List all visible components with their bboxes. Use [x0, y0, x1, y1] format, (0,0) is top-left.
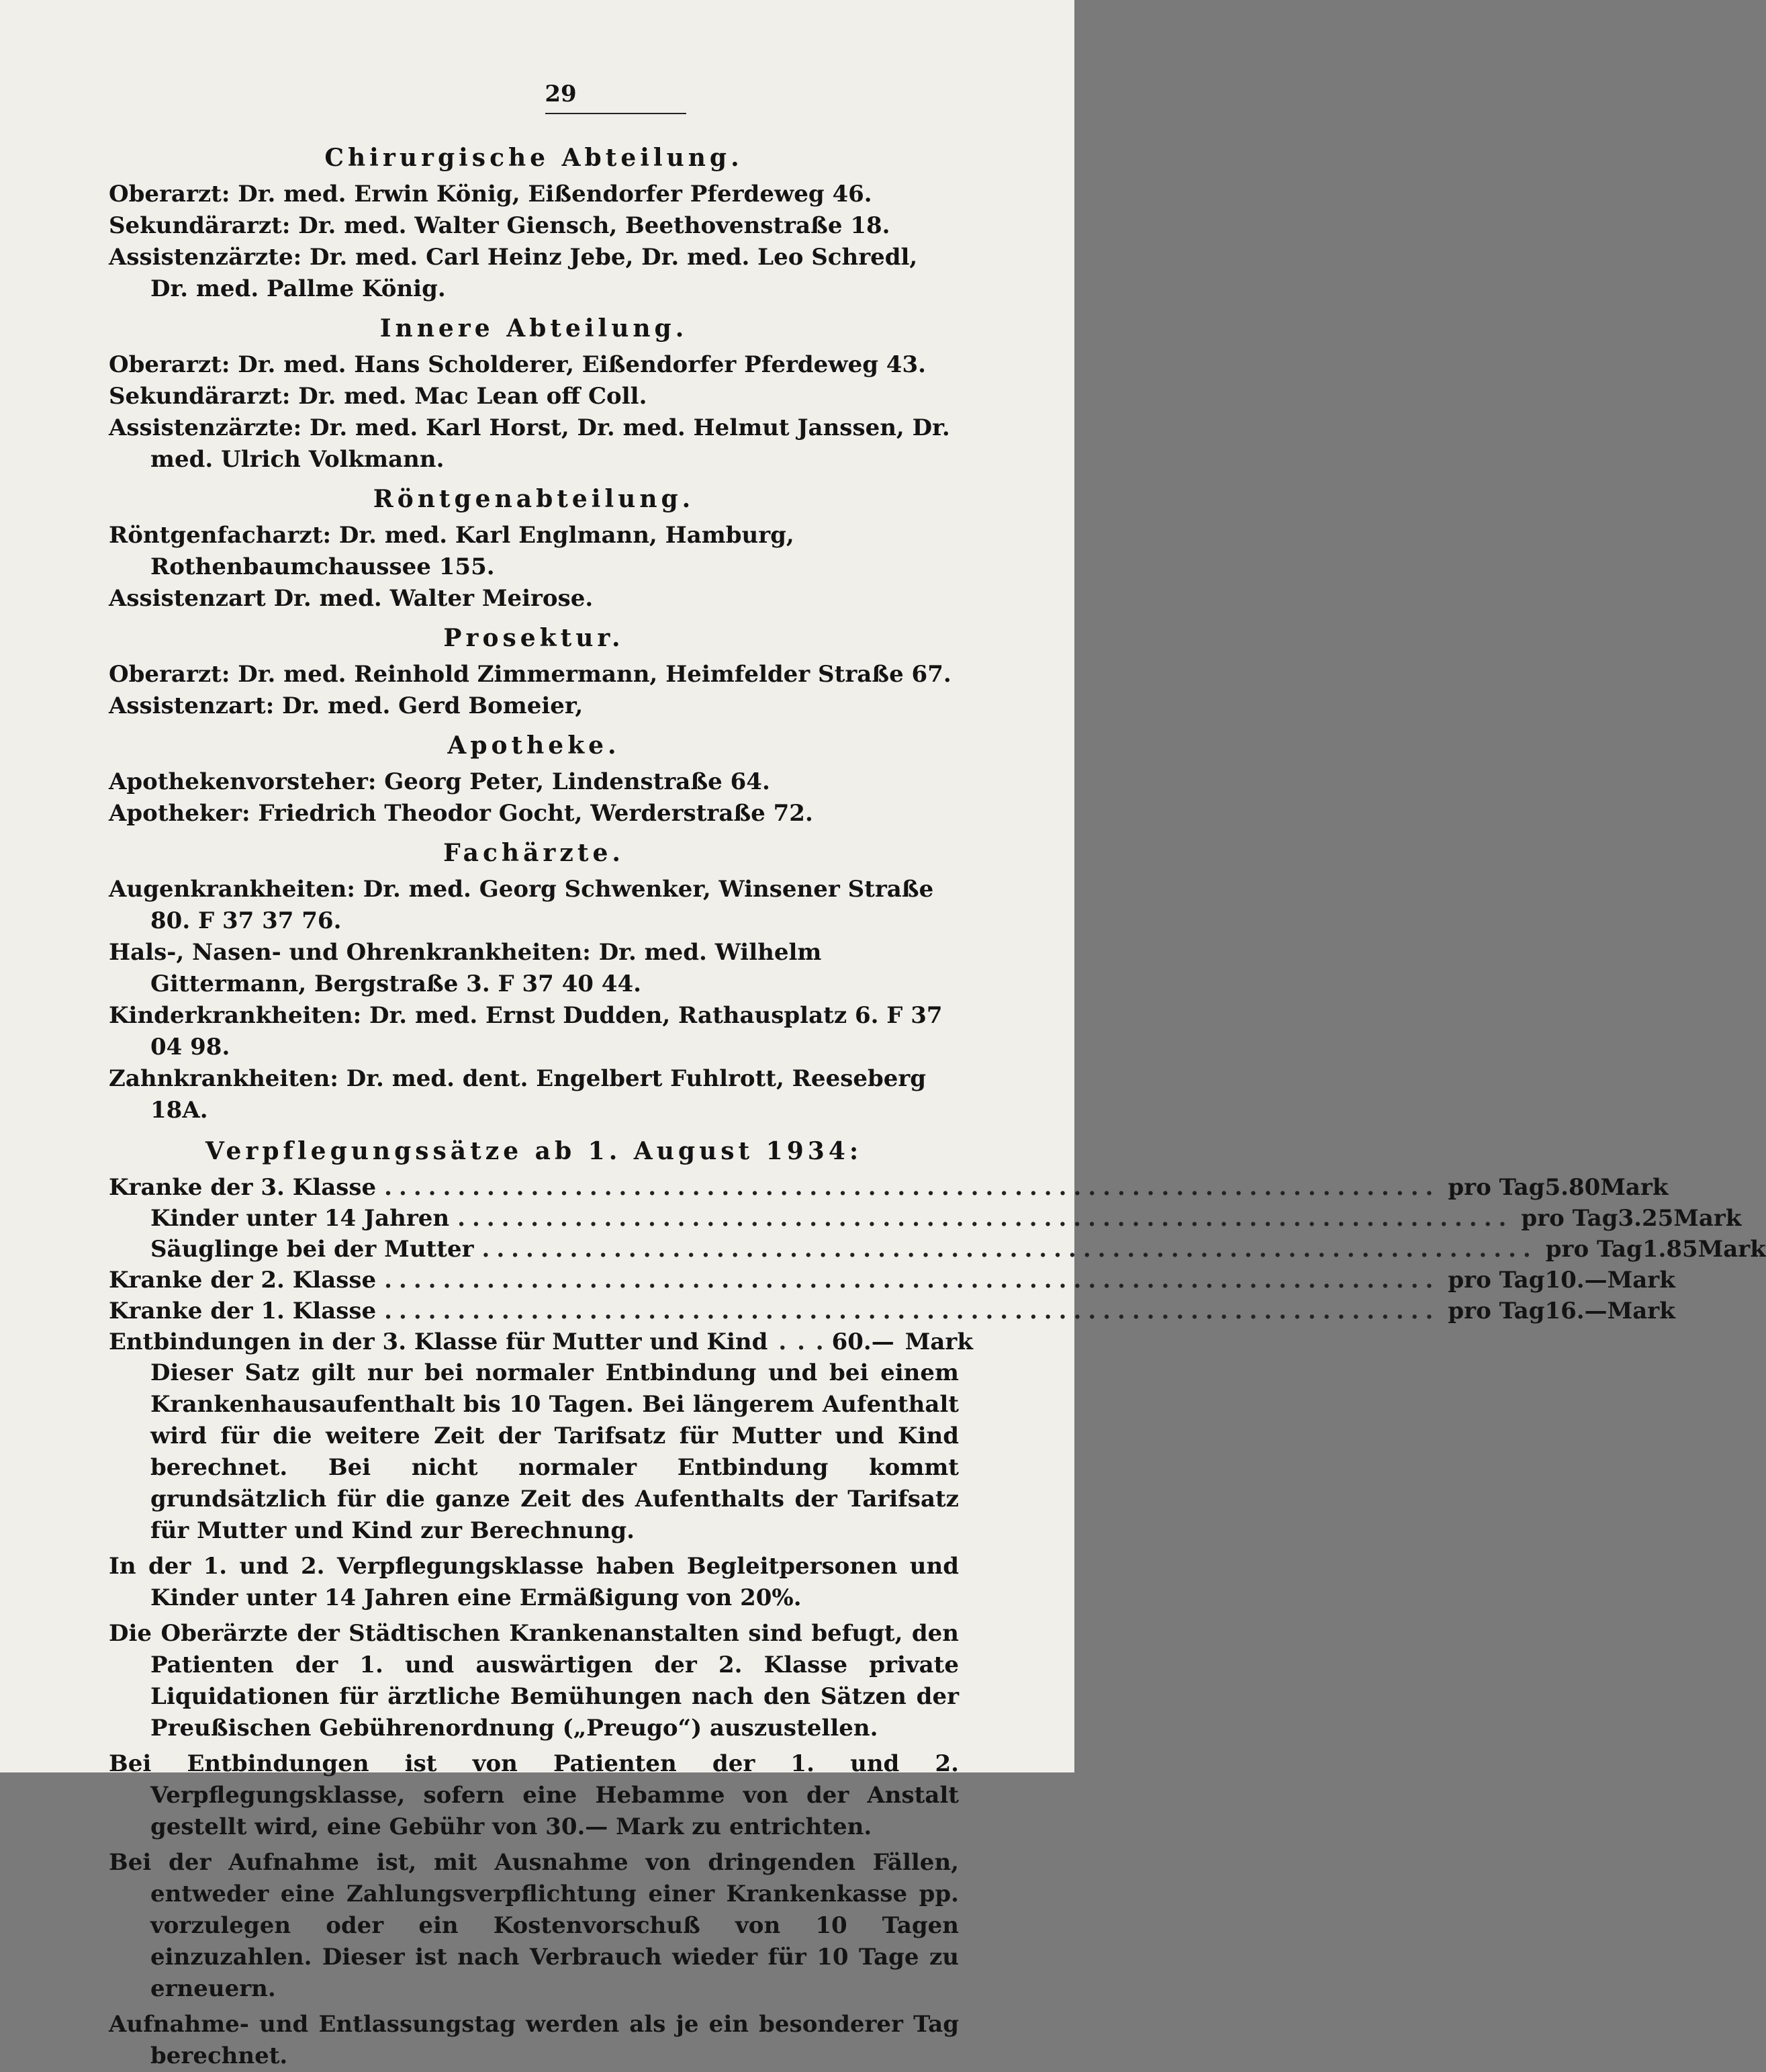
- tariff-label: Kranke der 3. Klasse: [109, 1174, 377, 1201]
- tariff-row: [109, 1265, 1675, 1296]
- tariff-price: 16.—: [1544, 1298, 1608, 1324]
- tariff-currency: Mark: [1698, 1236, 1766, 1263]
- staff-entry: Assistenzart: Dr. med. Gerd Bomeier,: [109, 692, 584, 719]
- staff-entry: Röntgenfacharzt: Dr. med. Karl Englmann, Hamburg, Rothenbaumchaussee 155.: [109, 522, 794, 580]
- page-number-rule: [545, 113, 686, 114]
- staff-entry: Zahnkrankheiten: Dr. med. dent. Engelbert Fuhlrott, Reeseberg 18A.: [109, 1065, 927, 1124]
- section-roentgen: [109, 485, 959, 615]
- leader-dots: ........................................................................: [457, 1205, 1514, 1232]
- tariff-price: 1.85: [1642, 1236, 1698, 1263]
- tariff-unit: pro Tag: [1448, 1298, 1545, 1324]
- page-number: 29: [545, 81, 577, 107]
- notes-section: [109, 1551, 959, 2072]
- tariff-label: Säuglinge bei der Mutter: [150, 1236, 474, 1263]
- note-paragraph: In der 1. und 2. Verpflegungsklasse haben Begleitpersonen und Kinder unter 14 Jahren eine Ermäßigung von 20%.: [109, 1553, 959, 1611]
- section-heading: Apotheke.: [447, 731, 620, 760]
- tariff-label: Kranke der 2. Klasse: [109, 1267, 377, 1294]
- section-heading: Fachärzte.: [443, 839, 624, 867]
- tariff-label: Kinder unter 14 Jahren: [150, 1205, 450, 1232]
- tariff-currency: Mark: [1600, 1174, 1669, 1201]
- tariff-section: [109, 1137, 1766, 1547]
- tariff-currency: Mark: [904, 1328, 973, 1355]
- section-innere: [109, 314, 959, 476]
- tariff-label: Entbindungen in der 3. Klasse für Mutter und Kind: [109, 1328, 768, 1355]
- note-paragraph: Bei Entbindungen ist von Patienten der 1. und 2. Verpflegungsklasse, sofern eine Hebamme von der Anstalt gestellt wird, eine Gebühr von 30.— Mark zu entrichten.: [109, 1750, 959, 1840]
- leader-dots: ........................................................................: [384, 1267, 1440, 1294]
- tariff-row: [109, 1234, 1766, 1265]
- section-heading: Prosektur.: [443, 624, 624, 652]
- section-apotheke: [109, 731, 959, 829]
- section-chirurgie: [109, 144, 959, 305]
- note-paragraph: Bei der Aufnahme ist, mit Ausnahme von dringenden Fällen, entweder eine Zahlungsverpflichtung einer Krankenkasse pp. vorzulegen oder ein Kostenvorschuß von 10 Tagen einzuzahlen. Dieser ist nach Verbrauch wieder für 10 Tage zu erneuern.: [109, 1849, 959, 2002]
- tariff-price: 10.—: [1544, 1267, 1608, 1294]
- staff-entry: Sekundärarzt: Dr. med. Walter Giensch, Beethovenstraße 18.: [109, 212, 890, 239]
- staff-entry: Kinderkrankheiten: Dr. med. Ernst Dudden, Rathausplatz 6. F 37 04 98.: [109, 1002, 943, 1061]
- staff-entry: Oberarzt: Dr. med. Reinhold Zimmermann, Heimfelder Straße 67.: [109, 661, 951, 688]
- section-heading: Innere Abteilung.: [379, 314, 688, 343]
- tariff-currency: Mark: [1673, 1205, 1742, 1232]
- tariff-unit: pro Tag: [1521, 1205, 1618, 1232]
- staff-entry: Assistenzärzte: Dr. med. Carl Heinz Jebe, Dr. med. Leo Schredl, Dr. med. Pallme König.: [109, 244, 918, 302]
- tariff-price: 3.25: [1618, 1205, 1674, 1232]
- tariff-label: Kranke der 1. Klasse: [109, 1298, 377, 1324]
- staff-entry: Assistenzart Dr. med. Walter Meirose.: [109, 585, 594, 612]
- note-paragraph: Aufnahme- und Entlassungstag werden als je ein besonderer Tag berechnet.: [109, 2011, 959, 2069]
- staff-entry: Sekundärarzt: Dr. med. Mac Lean off Coll.: [109, 383, 647, 410]
- section-heading: Chirurgische Abteilung.: [324, 144, 743, 172]
- section-fachaerzte: [109, 839, 959, 1126]
- tariff-currency: Mark: [1607, 1267, 1675, 1294]
- tariff-row-delivery: [109, 1326, 973, 1357]
- staff-entry: Assistenzärzte: Dr. med. Karl Horst, Dr. med. Helmut Janssen, Dr. med. Ulrich Volkmann.: [109, 414, 950, 473]
- tariff-currency: Mark: [1607, 1298, 1675, 1324]
- delivery-note: Dieser Satz gilt nur bei normaler Entbindung und bei einem Krankenhausaufenthalt bis 10 Tagen. Bei längerem Aufenthalt wird für die weitere Zeit der Tarifsatz für Mutter und Kind berechnet. Bei nicht normaler Entbindung kommt grundsätzlich für die ganze Zeit des Aufenthalts der Tarifsatz für Mutter und Kind zur Berechnung.: [150, 1359, 959, 1544]
- section-heading: Röntgenabteilung.: [373, 485, 695, 513]
- staff-entry: Augenkrankheiten: Dr. med. Georg Schwenker, Winsener Straße 80. F 37 37 76.: [109, 876, 934, 934]
- tariff-heading: Verpflegungssätze ab 1. August 1934:: [205, 1137, 863, 1165]
- staff-entry: Apotheker: Friedrich Theodor Gocht, Werderstraße 72.: [109, 800, 813, 827]
- leader-dots: ........................................................................: [384, 1298, 1440, 1324]
- section-prosektur: [109, 624, 959, 722]
- staff-entry: Oberarzt: Dr. med. Hans Scholderer, Eißendorfer Pferdeweg 43.: [109, 351, 926, 378]
- staff-entry: Oberarzt: Dr. med. Erwin König, Eißendorfer Pferdeweg 46.: [109, 181, 872, 208]
- leader-dots: ........................................................................: [384, 1174, 1440, 1201]
- leader-dots: . . .: [778, 1328, 825, 1355]
- tariff-row: [109, 1172, 1669, 1203]
- tariff-unit: pro Tag: [1545, 1236, 1642, 1263]
- tariff-row: [109, 1203, 1742, 1234]
- tariff-price: 60.—: [831, 1328, 894, 1355]
- tariff-row: [109, 1296, 1675, 1326]
- staff-entry: Apothekenvorsteher: Georg Peter, Lindenstraße 64.: [109, 768, 770, 795]
- note-paragraph: Die Oberärzte der Städtischen Krankenanstalten sind befugt, den Patienten der 1. und auswärtigen der 2. Klasse private Liquidationen für ärztliche Bemühungen nach den Sätzen der Preußischen Gebührenordnung („Preugo“) auszustellen.: [109, 1620, 959, 1742]
- leader-dots: ........................................................................: [481, 1236, 1538, 1263]
- tariff-unit: pro Tag: [1448, 1174, 1545, 1201]
- tariff-unit: pro Tag: [1448, 1267, 1545, 1294]
- staff-entry: Hals-, Nasen- und Ohrenkrankheiten: Dr. med. Wilhelm Gittermann, Bergstraße 3. F 37 40 44.: [109, 939, 822, 997]
- tariff-price: 5.80: [1544, 1174, 1601, 1201]
